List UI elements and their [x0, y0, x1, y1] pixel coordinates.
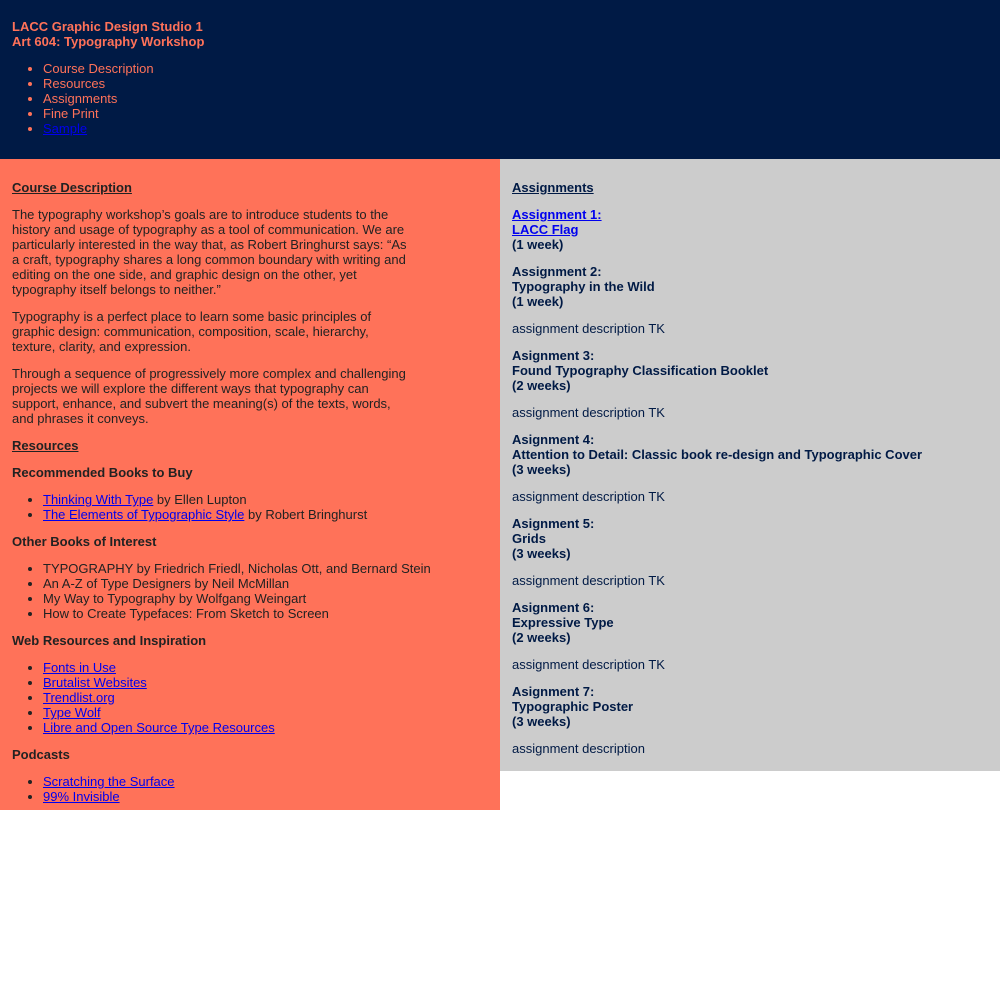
site-header: [0, 0, 1000, 159]
assignment-2-label: Assignment 2:: [512, 264, 602, 279]
podcasts-heading: Podcasts: [12, 747, 70, 762]
books-heading: Recommended Books to Buy: [12, 465, 193, 480]
list-item: [43, 675, 488, 690]
nav-item-sample: [43, 121, 988, 136]
assignment-2-description: assignment description TK: [512, 321, 665, 336]
assignment-1-duration: (1 week): [512, 237, 564, 252]
assignment-5-duration: (3 weeks): [512, 546, 571, 561]
course-description-heading: Course Description: [12, 180, 132, 195]
nav-item-course-description: • Course Description: [43, 61, 988, 76]
web-link-trendlist[interactable]: Trendlist.org: [43, 690, 115, 705]
web-link-type-wolf[interactable]: Type Wolf: [43, 705, 101, 720]
list-item: • An A-Z of Type Designers by Neil McMillan: [43, 576, 488, 591]
list-item: [43, 789, 488, 804]
web-link-brutalist-websites[interactable]: Brutalist Websites: [43, 675, 147, 690]
podcasts-list: [12, 774, 488, 804]
course-para-3: Through a sequence of progressively more complex and challenging projects we will explore the different ways that typography can support, enhance, and subvert the meaning(s) of the texts, words, and phrases it conveys.: [12, 366, 406, 426]
assignment-7-label: Asignment 7:: [512, 684, 595, 699]
web-resources-heading: Web Resources and Inspiration: [12, 633, 207, 648]
assignment-4-description: assignment description TK: [512, 489, 665, 504]
list-item: • How to Create Typefaces: From Sketch to Screen: [43, 606, 488, 621]
nav-item-resources: • Resources: [43, 76, 988, 91]
book-link-elements-of-typographic-style[interactable]: The Elements of Typographic Style: [43, 507, 245, 522]
list-item: • TYPOGRAPHY by Friedrich Friedl, Nicholas Ott, and Bernard Stein: [43, 561, 488, 576]
book-link-thinking-with-type[interactable]: Thinking With Type: [43, 492, 154, 507]
nav-item-fine-print: • Fine Print: [43, 106, 988, 121]
assignment-4-label: Asignment 4:: [512, 432, 595, 447]
assignment-4: [512, 432, 988, 477]
assignment-6-name: Expressive Type: [512, 615, 614, 630]
list-item: [43, 720, 488, 735]
assignment-7-name: Typographic Poster: [512, 699, 634, 714]
assignment-3-description: assignment description TK: [512, 405, 665, 420]
web-link-libre-type[interactable]: Libre and Open Source Type Resources: [43, 720, 275, 735]
left-column: [0, 159, 500, 810]
assignment-7-duration: (3 weeks): [512, 714, 571, 729]
web-link-fonts-in-use[interactable]: Fonts in Use: [43, 660, 116, 675]
other-books-heading: Other Books of Interest: [12, 534, 157, 549]
assignment-3-name: Found Typography Classification Booklet: [512, 363, 769, 378]
list-item: [43, 660, 488, 675]
assignment-2: [512, 264, 988, 309]
assignment-3-label: Asignment 3:: [512, 348, 595, 363]
content-columns: [0, 159, 1000, 810]
assignment-4-duration: (3 weeks): [512, 462, 571, 477]
assignment-2-duration: (1 week): [512, 294, 564, 309]
web-resources-list: [12, 660, 488, 735]
list-item: [43, 492, 488, 507]
podcast-link-scratching-the-surface[interactable]: Scratching the Surface: [43, 774, 175, 789]
assignment-3: [512, 348, 988, 393]
assignment-4-name: Attention to Detail: Classic book re-design and Typographic Cover: [512, 447, 923, 462]
sample-link[interactable]: Sample: [43, 121, 88, 136]
book-author: by Ellen Lupton: [153, 492, 247, 507]
assignments-heading: Assignments: [512, 180, 594, 195]
assignment-6: [512, 600, 988, 645]
assignment-7-description: assignment description: [512, 741, 645, 756]
course-para-1: The typography workshop’s goals are to introduce students to the history and usage of typography as a tool of communication. We are particularly interested in the way that, as Robert Bringhurst says: “As a craft, typography shares a long common boundary with writing and editing on the one side, and graphic design on the other, yet typography itself belongs to neither.”: [12, 207, 407, 297]
studio-title: LACC Graphic Design Studio 1: [12, 19, 203, 34]
assignment-7: [512, 684, 988, 729]
assignment-5-label: Asignment 5:: [512, 516, 595, 531]
list-item: [43, 690, 488, 705]
list-item: [43, 774, 488, 789]
assignment-6-description: assignment description TK: [512, 657, 665, 672]
assignment-6-duration: (2 weeks): [512, 630, 571, 645]
assignment-2-name: Typography in the Wild: [512, 279, 655, 294]
podcast-link-99-invisible[interactable]: 99% Invisible: [43, 789, 120, 804]
assignment-1-label-link[interactable]: Assignment 1:: [512, 207, 602, 222]
assignment-5-name: Grids: [512, 531, 546, 546]
course-title: Art 604: Typography Workshop: [12, 34, 205, 49]
resources-heading: Resources: [12, 438, 79, 453]
assignment-5-description: assignment description TK: [512, 573, 665, 588]
assignment-6-label: Asignment 6:: [512, 600, 595, 615]
course-para-2: Typography is a perfect place to learn some basic principles of graphic design: communication, composition, scale, hierarchy, texture, clarity, and expression.: [12, 309, 372, 354]
assignment-5: [512, 516, 988, 561]
recommended-books-list: [12, 492, 488, 522]
section-nav: [12, 61, 988, 136]
right-column: [500, 159, 1000, 771]
nav-item-assignments: • Assignments: [43, 91, 988, 106]
assignment-3-duration: (2 weeks): [512, 378, 571, 393]
other-books-list: [12, 561, 488, 621]
assignment-1: [512, 207, 988, 252]
book-author: by Robert Bringhurst: [244, 507, 368, 522]
list-item: • My Way to Typography by Wolfgang Weingart: [43, 591, 488, 606]
list-item: [43, 507, 488, 522]
assignment-1-name-link[interactable]: LACC Flag: [512, 222, 579, 237]
site-title: [12, 19, 988, 49]
list-item: [43, 705, 488, 720]
